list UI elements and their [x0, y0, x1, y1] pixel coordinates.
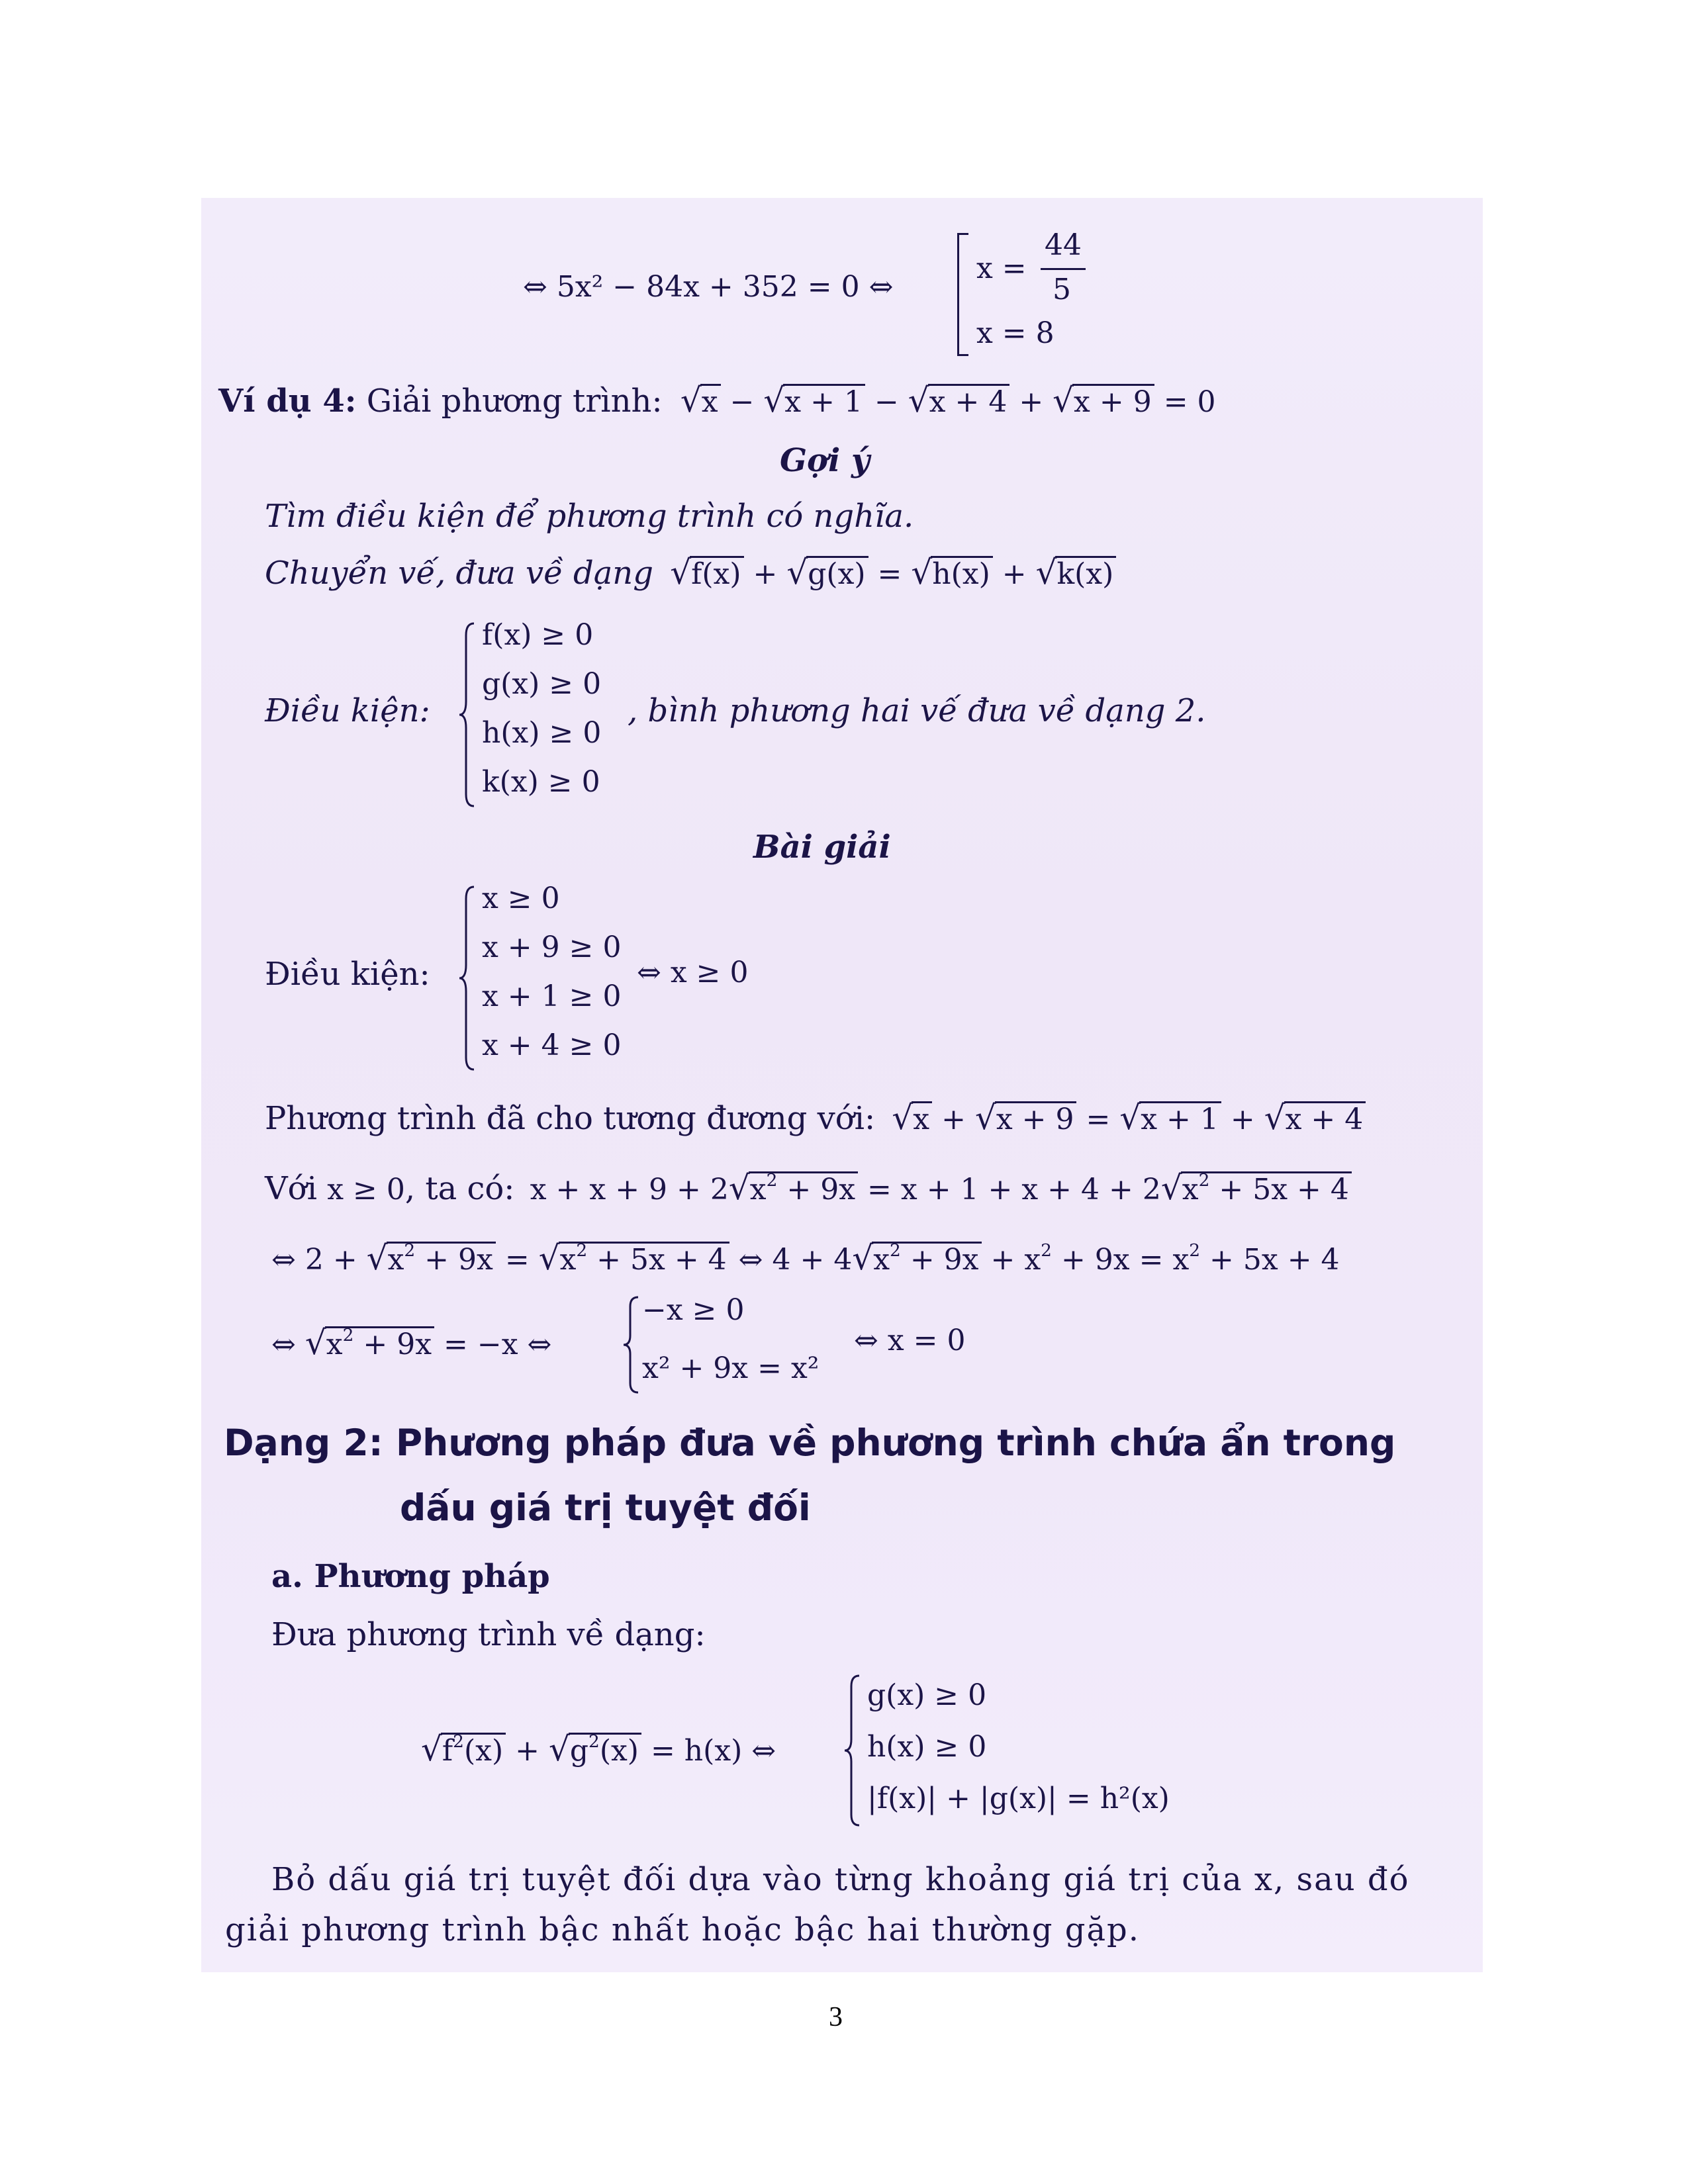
closing-line-2: giải phương trình bậc nhất hoặc bậc hai thường gặp.	[225, 1911, 1141, 1948]
hint-line-1: Tìm điều kiện để phương trình có nghĩa.	[265, 498, 914, 535]
brace-3	[621, 1296, 641, 1394]
sys-top: −x ≥ 0	[642, 1293, 745, 1327]
hint-line-2: Chuyển vế, đưa về dạng √f(x) + √g(x) = √h(x) + √k(x)	[265, 553, 1116, 592]
equation-line-1: ⇔ 5x² − 84x + 352 = 0 ⇔	[523, 270, 894, 304]
section-title-line-2: dấu giá trị tuyệt đối	[400, 1486, 811, 1529]
solution-title: Bài giải	[753, 829, 891, 866]
example-4-line: Ví dụ 4: Giải phương trình: √x − √x + 1 − √x + 4 + √x + 9 = 0	[218, 381, 1216, 420]
cond-1-row-1: f(x) ≥ 0	[482, 618, 594, 652]
chain-line-1: ⇔ $2 + √x^2 + 9x = √x^2 + 5x + 4$ ⇔ $4 + 4√x^2 + 9x + x^2 + 9x = x^2 + 5x + 4$	[271, 1239, 1340, 1277]
brace-4	[842, 1674, 862, 1827]
case-2: x = 8	[976, 316, 1055, 350]
with-text: Với	[265, 1170, 317, 1207]
example-4-label: Ví dụ 4:	[218, 383, 357, 420]
cond-2-row-2: x + 9 ≥ 0	[482, 931, 622, 964]
cond-1-row-2: g(x) ≥ 0	[482, 667, 602, 701]
condition-label-2: Điều kiện:	[265, 956, 430, 993]
cond-2-result: ⇔ x ≥ 0	[637, 956, 749, 989]
cond-1-tail: , bình phương hai vế đưa về dạng 2.	[628, 692, 1206, 729]
case-1-lhs: x =	[976, 251, 1027, 285]
cond-1-row-4: k(x) ≥ 0	[482, 765, 600, 799]
cond-2-row-4: x + 4 ≥ 0	[482, 1028, 622, 1062]
with-cond: x ≥ 0	[327, 1173, 405, 1206]
closing-line-1: Bỏ dấu giá trị tuyệt đối dựa vào từng khoảng giá trị của x, sau đó	[271, 1861, 1410, 1898]
section-title-line-1: Dạng 2: Phương pháp đưa về phương trình chứa ẩn trong	[224, 1422, 1396, 1464]
cond-2-row-1: x ≥ 0	[482, 882, 560, 915]
sys-bottom: x² + 9x = x²	[642, 1351, 820, 1385]
fraction-bar	[1041, 268, 1086, 270]
brace-2	[457, 886, 477, 1071]
fraction-numerator: 44	[1045, 228, 1082, 262]
condition-label-1: Điều kiện:	[265, 692, 430, 729]
final-sys-row-1: g(x) ≥ 0	[867, 1678, 987, 1712]
page-number: 3	[829, 2002, 843, 2032]
cond-2-row-3: x + 1 ≥ 0	[482, 979, 622, 1013]
method-equation: $√f^2(x) + √g^2(x) = h(x)$ ⇔	[421, 1730, 776, 1768]
case-bracket	[957, 233, 968, 356]
cond-1-row-3: h(x) ≥ 0	[482, 716, 602, 750]
final-sys-row-2: h(x) ≥ 0	[867, 1730, 987, 1764]
final-sys-row-3: |f(x)| + |g(x)| = h²(x)	[867, 1782, 1170, 1815]
chain-line-2: ⇔ $√x^2 + 9x = -x$ ⇔	[271, 1324, 552, 1362]
fraction-denominator: 5	[1053, 273, 1071, 306]
sys-result: ⇔ x = 0	[854, 1324, 966, 1357]
with-have: , ta có:	[404, 1170, 515, 1207]
method-title: a. Phương pháp	[271, 1558, 550, 1595]
hint-line-2-text: Chuyển vế, đưa về dạng	[265, 555, 653, 592]
method-text: Đưa phương trình về dạng:	[271, 1616, 706, 1653]
hint-title: Gợi ý	[780, 442, 870, 479]
equivalent-text: Phương trình đã cho tương đương với:	[265, 1100, 876, 1137]
example-4-text: Giải phương trình:	[366, 383, 663, 420]
with-line: Với x ≥ 0, ta có: $x + x + 9 + 2√x^2 + 9x = x + 1 + x + 4 + 2√x^2 + 5x + 4$	[265, 1169, 1352, 1207]
brace-1	[457, 622, 477, 807]
equivalent-line: Phương trình đã cho tương đương với: √x + √x + 9 = √x + 1 + √x + 4	[265, 1099, 1366, 1137]
